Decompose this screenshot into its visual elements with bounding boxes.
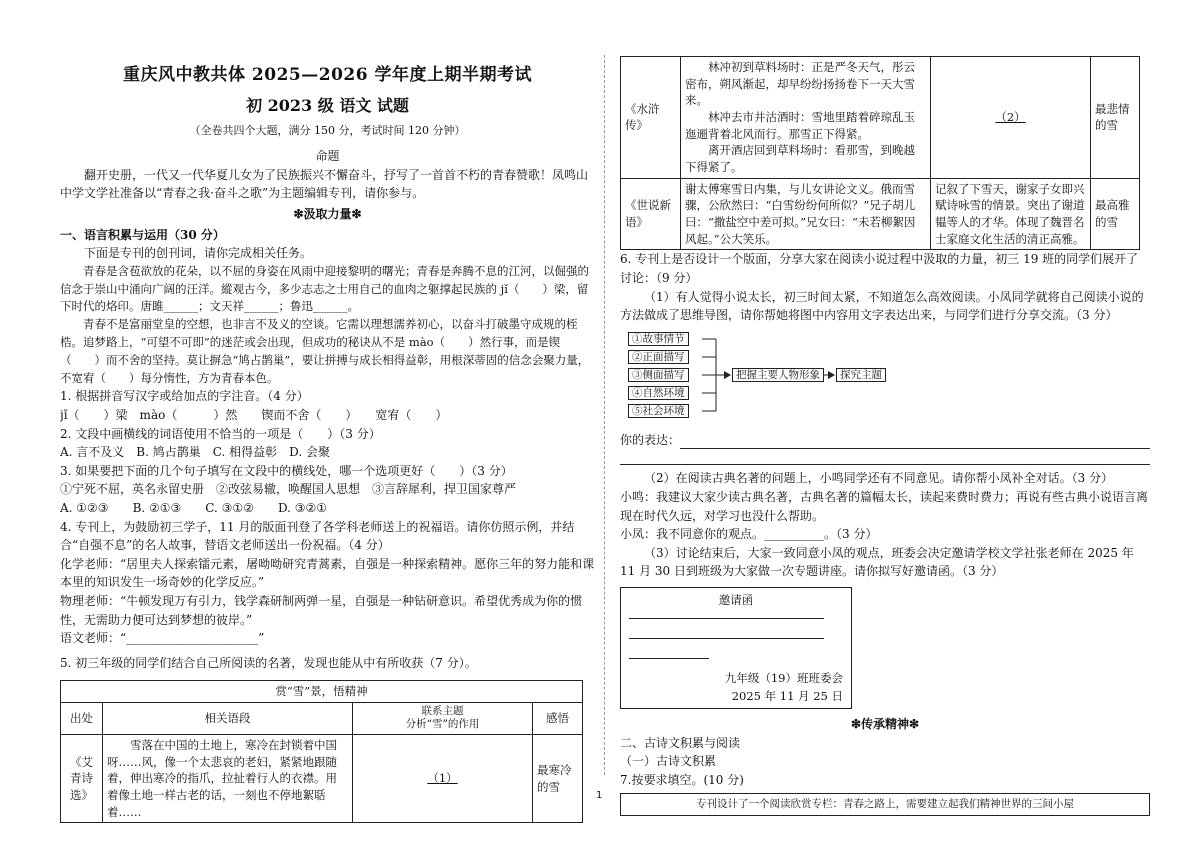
- answer-label: 你的表达：: [620, 432, 681, 447]
- table-header-feeling: 感悟: [533, 702, 583, 734]
- invitation-box: [620, 587, 852, 709]
- exam-subtitle: 初 2023 级 语文 试题: [246, 96, 409, 116]
- row1-source: 《艾青诗选》: [61, 734, 103, 822]
- mind-map-item-indirect: ③侧面描写: [628, 368, 689, 382]
- table-header-source: 出处: [61, 702, 103, 734]
- row2-blank: （2）: [931, 57, 1091, 179]
- row3-feeling: 最高雅的雪: [1091, 178, 1140, 250]
- row3-passage: 谢太傅寒雪日内集，与儿女讲论文义。俄而雪骤，公欣然曰：“白雪纷纷何所似？”兄子胡儿曰：“撒盐空中差可拟。”兄女曰：“未若柳絮因风起。”公大笑乐。: [681, 178, 931, 250]
- exam-info: （全卷共四个大题，满分 150 分，考试时间 120 分钟）: [189, 124, 466, 138]
- mind-map-item-nature: ④自然环境: [628, 386, 689, 400]
- intro-label: 命题: [315, 149, 340, 164]
- chemistry-teacher-wish: 化学老师：“居里夫人探索镭元素，屠呦呦研究青蒿素，自强是一种探索精神。愿你三年的努力能和课本里的知识发生一场奇妙的化学反应。”: [60, 556, 595, 590]
- invitation-line-1[interactable]: [629, 618, 824, 619]
- question-5-table: [60, 680, 583, 823]
- row1-passage: 雪落在中国的土地上，寒冷在封锁着中国呀……风，像一个太悲哀的老妇，紧紧地跟随着，伸出寒冷的指爪，拉扯着行人的衣襟。用着像土地一样古老的话，一刻也不停地絮聒着……: [103, 734, 353, 822]
- row3-source: 《世说新语》: [621, 178, 681, 250]
- dialogue-xiaoming: 小鸣：我建议大家少读古典名著，古典名著的篇幅太长，读起来费时费力；再说有些古典小说语言离现在时代久远，对学习也没什么帮助。: [620, 489, 1149, 523]
- row2-passage-line-3: 离开酒店回到草料场时：看那雪，到晚越下得紧了。: [685, 143, 915, 175]
- dialogue-xiaofeng: 小凤：我不同意你的观点。__________。（3 分）: [620, 527, 878, 542]
- mind-map-item-plot: ①故事情节: [628, 332, 689, 346]
- right-column: [620, 0, 1150, 847]
- answer-row: [620, 431, 1150, 450]
- exam-title: 重庆风中教共体 2025—2026 学年度上期半期考试: [123, 65, 532, 85]
- question-3-sentences: ①宁死不屈，英名永留史册 ②改弦易辙，唤醒国人思想 ③言辞犀利，捍卫国家尊严: [60, 482, 517, 497]
- part1-heading: 一、语言积累与运用（30 分）: [60, 227, 225, 242]
- mind-map: [628, 329, 1150, 429]
- mind-map-item-society: ⑤社会环境: [628, 404, 689, 418]
- question-1: 1. 根据拼音写汉字或给加点的字注音。（4 分）: [60, 389, 309, 404]
- task-lead: 下面是专刊的创刊词，请你完成相关任务。: [84, 246, 313, 261]
- mind-map-character: 把握主要人物形象: [732, 368, 824, 382]
- row2-passage: [681, 57, 931, 179]
- question-6-2: （2）在阅读古典名著的问题上，小鸣同学还有不同意见。请你帮小凤补全对话。（3 分）: [644, 471, 1114, 486]
- row2-source: 《水浒传》: [621, 57, 681, 179]
- row2-passage-line-1: 林冲初到草料场时：正是严冬天气，彤云密布，朔风渐起，却早纷纷扬扬卷下一天大雪来。: [685, 60, 915, 108]
- row1-feeling: 最寒冷的雪: [533, 734, 583, 822]
- question-3: 3. 如果要把下面的几个句子填写在文段中的横线处，哪一个选项更好（ ）（3 分）: [60, 463, 513, 478]
- chinese-teacher-wish: 语文老师：“______________________”: [60, 631, 265, 646]
- passage-paragraph-2: 青春不是富丽堂皇的空想，也非言不及义的空谈。它需以理想濡养初心，以奋斗打破墨守成规的桎梏。追梦路上，“可望不可即”的迷茫或会出现，但成功的秘诀从不是 mào（ ）然行事，而是锲（ ）而不舍的坚持。莫让摒急“鸠占鹊巢”，要让拼搏与成长相得益彰，用根深蒂固的信念会聚力量，不宽宥（ ）每分惰性，方为青春本色。: [60, 317, 590, 385]
- invitation-signer: 九年级（19）班班委会: [724, 670, 843, 685]
- physics-teacher-wish: 物理老师：“牛顿发现万有引力，钱学森研制两弹一星，自强是一种钻研意识。希望优秀成为你的惯性，无需助力便可达到梦想的彼岸。”: [60, 593, 583, 627]
- answer-line-1[interactable]: [680, 433, 1150, 449]
- row2-passage-line-2: 林冲去市井沽酒时：雪地里踏着碎琼乱玉迤逦背着北风而行。那雪正下得紧。: [685, 110, 915, 141]
- row3-analysis: 记叙了下雪天，谢家子女即兴赋诗咏雪的情景。突出了谢道韫等人的才华。体现了魏晋名士家庭文化生活的清正高雅。: [931, 178, 1091, 250]
- invitation-title: 邀请函: [718, 592, 754, 607]
- intro-text: 翻开史册，一代又一代华夏儿女为了民族振兴不懈奋斗，抒写了一首首不朽的青春赞歌！凤鸣山中学文学社准备以“青春之我·奋斗之歌”为主题编辑专刊，请你参与。: [60, 167, 589, 201]
- row2-feeling: 最悲情的雪: [1091, 57, 1140, 179]
- mind-map-item-direct: ②正面描写: [628, 350, 689, 364]
- question-1-items: jǐ（ ）梁 mào（ ）然 锲而不舍（ ） 宽宥（ ）: [60, 408, 448, 423]
- table-header-passage: 相关语段: [103, 702, 353, 734]
- question-5: 5. 初三年级的同学们结合自己所阅读的名著，发现也能从中有所收获（7 分）。: [60, 655, 477, 670]
- invitation-date: 2025 年 11 月 25 日: [731, 688, 843, 703]
- reading-column-note: 专刊设计了一个阅读欣赏专栏：青春之路上，需要建立起我们精神世界的三间小屋: [620, 793, 1150, 815]
- question-6: 6. 专刊上是否设计一个版面，分享大家在阅读小说过程中汲取的力量，初三 19 班的同学们展开了讨论：（9 分）: [620, 252, 1139, 285]
- question-2: 2. 文段中画横线的词语使用不恰当的一项是（ ）（3 分）: [60, 426, 381, 441]
- question-6-1: （1）有人觉得小说太长，初三时间太紧，不知道怎么高效阅读。小凤同学就将自己阅读小说的方法做成了思维导图，请你帮她将图中内容用文字表达出来，与同学们进行分享交流。（3 分）: [620, 289, 1144, 323]
- part2-subheading: （一）古诗文积累: [620, 754, 717, 769]
- section-banner-2: ❇传承精神❇: [850, 716, 920, 731]
- question-5-table-continued: [620, 56, 1140, 250]
- invitation-line-2[interactable]: [629, 638, 824, 639]
- column-divider: [604, 55, 605, 775]
- section-banner: ❇汲取力量❇: [293, 206, 362, 221]
- page-number: 1: [596, 790, 603, 801]
- invitation-line-3[interactable]: [629, 658, 709, 659]
- mind-map-theme: 探究主题: [836, 368, 886, 382]
- answer-line-2[interactable]: [620, 449, 1150, 465]
- part2-heading: 二、古诗文积累与阅读: [620, 735, 741, 750]
- row1-blank: （1）: [353, 734, 533, 822]
- question-7: 7.按要求填空。(10 分): [620, 772, 744, 787]
- question-2-options: A. 言不及义 B. 鸠占鹊巢 C. 相得益彰 D. 会聚: [60, 445, 330, 460]
- question-3-options: A. ①②③ B. ②①③ C. ③①② D. ③②①: [60, 501, 328, 515]
- table-caption: 赏“雪”景，悟精神: [61, 681, 583, 703]
- question-4: 4. 专刊上，为鼓励初三学子，11 月的版面刊登了各学科老师送上的祝福语。请你仿照示例，并结合“自强不息”的名人故事，替语文老师送出一份祝福。（4 分）: [60, 519, 575, 553]
- passage-paragraph-1: 青春是含苞欲放的花朵，以不屈的身姿在风雨中迎接黎明的曙光；青春是奔腾不息的江河，以倔强的信念于崇山中涌向广阔的汪洋。縱观古今，多少志志之士用自己的血肉之躯撑起民族的 jǐ（ ）梁，留下时代的烙印。唐雎______；文天祥______；鲁迅______。: [60, 263, 589, 314]
- table-header-analysis: 联系主题 分析“雪”的作用: [353, 702, 533, 734]
- question-6-3: （3）讨论结束后，大家一致同意小凤的观点，班委会决定邀请学校文学社张老师在 2025 年 11 月 30 日到班级为大家做一次专题讲座。请你拟写好邀请函。（3 分）: [620, 545, 1134, 579]
